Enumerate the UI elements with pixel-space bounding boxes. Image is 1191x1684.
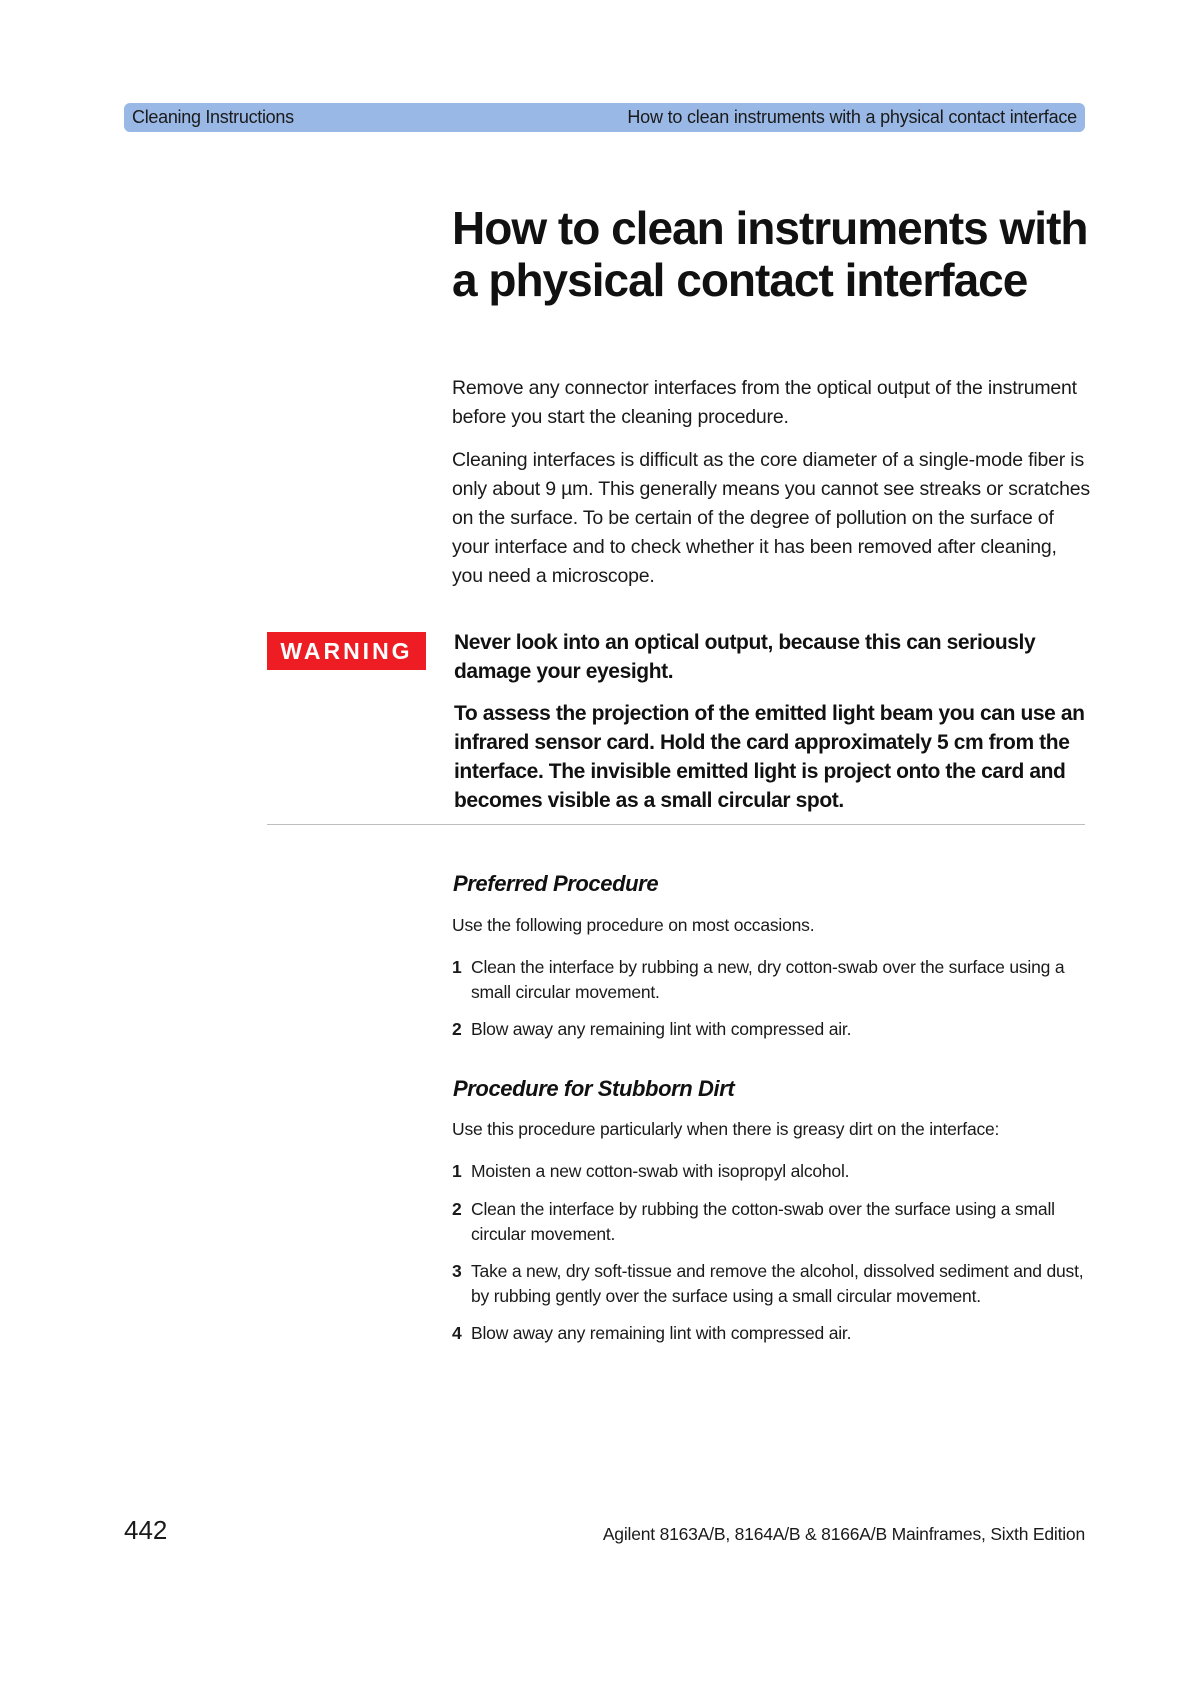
section-heading-stubborn: Procedure for Stubborn Dirt [453,1076,735,1101]
header-chapter: Cleaning Instructions [132,107,294,127]
section-heading-preferred: Preferred Procedure [453,871,659,896]
body-paragraph: Cleaning interfaces is difficult as the core diameter of a single-mode fiber is only about 9 µm. This generally means you cannot see streaks or scratches on the surface. To be certain of the degree of pollution on the surface of your interface and to check whether it has been removed after cleaning, you need a microscope. [452,449,1090,587]
step-number: 3 [452,1261,462,1281]
step-text: Moisten a new cotton-swab with isopropyl alcohol. [471,1161,850,1181]
step-text: Clean the interface by rubbing a new, dry cotton-swab over the surface using a small circular movement. [471,957,1065,1002]
step-number: 1 [452,1161,462,1181]
step-number: 1 [452,957,462,977]
running-header [124,103,1085,132]
section-intro: Use this procedure particularly when there is greasy dirt on the interface: [452,1119,1000,1139]
step-number: 2 [452,1019,462,1039]
header-section: How to clean instruments with a physical contact interface [627,107,1077,127]
warning-paragraph: Never look into an optical output, because this can seriously damage your eyesight. [454,631,1036,683]
section-intro: Use the following procedure on most occasions. [452,915,815,935]
footer-publication: Agilent 8163A/B, 8164A/B & 8166A/B Mainframes, Sixth Edition [602,1524,1085,1544]
list-item [452,1159,1092,1184]
step-number: 2 [452,1199,462,1219]
step-text: Blow away any remaining lint with compressed air. [471,1323,852,1343]
page-title: How to clean instruments with a physical contact interface [452,202,1088,306]
step-number: 4 [452,1323,462,1343]
list-item [452,955,1092,1005]
warning-divider [267,824,1085,825]
warning-label: WARNING [267,632,426,670]
list-item [452,1321,1092,1346]
step-text: Take a new, dry soft-tissue and remove the alcohol, dissolved sediment and dust, by rubbing gently over the surface using a small circular movement. [471,1261,1084,1306]
list-item [452,1259,1092,1309]
list-item [452,1197,1092,1247]
warning-paragraph: To assess the projection of the emitted light beam you can use an infrared sensor card. Hold the card approximately 5 cm from the interface. The invisible emitted light is project onto the card and becomes visible as a small circular spot. [454,702,1085,812]
intro-paragraph: Remove any connector interfaces from the optical output of the instrument before you start the cleaning procedure. [452,377,1077,428]
page-number: 442 [124,1515,168,1545]
list-item [452,1017,1092,1042]
step-text: Blow away any remaining lint with compressed air. [471,1019,852,1039]
step-text: Clean the interface by rubbing the cotton-swab over the surface using a small circular movement. [471,1199,1055,1244]
